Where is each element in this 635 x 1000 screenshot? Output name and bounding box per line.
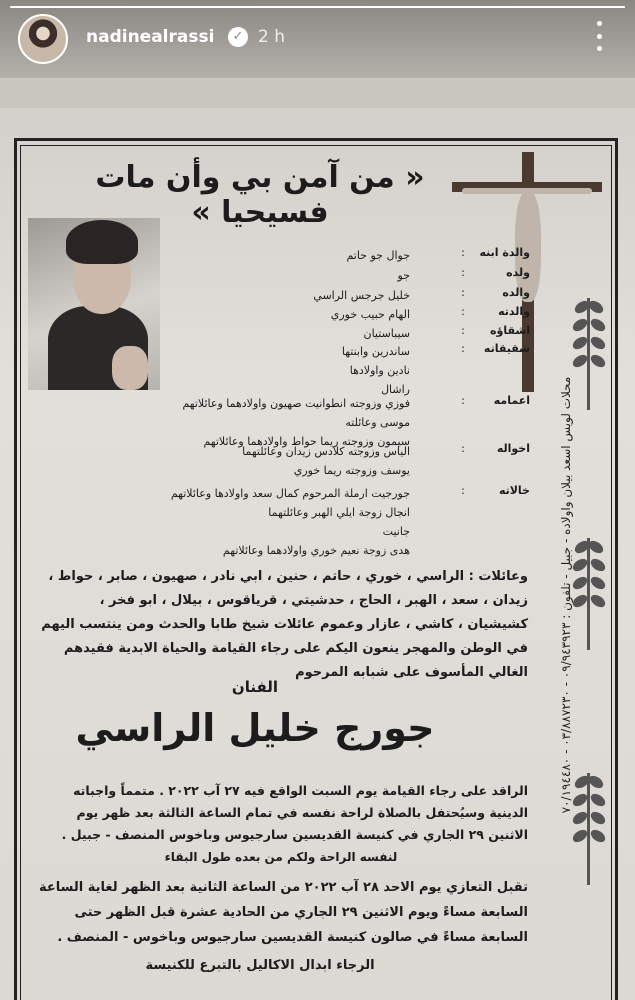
colon-separator: : bbox=[461, 442, 465, 455]
relative-row bbox=[140, 484, 530, 557]
more-options-icon[interactable] bbox=[593, 21, 605, 51]
relative-label: خالاته bbox=[498, 484, 530, 497]
relative-names: خليل جرجس الراسي bbox=[313, 289, 410, 302]
colon-separator: : bbox=[461, 484, 465, 497]
colon-separator: : bbox=[461, 305, 465, 318]
deceased-name: جورج خليل الراسي bbox=[75, 706, 435, 750]
story-progress-bar bbox=[10, 6, 625, 8]
donation-request: الرجاء ابدال الاكاليل بالتبرع للكنيسة bbox=[145, 958, 375, 973]
relative-label: شقيقاته bbox=[483, 342, 530, 355]
relative-names: جو bbox=[397, 269, 410, 282]
post-time: 2 h bbox=[258, 27, 285, 47]
notice-title: « من آمن بي وأن مات فسيحيا » bbox=[95, 160, 425, 230]
username[interactable]: nadinealrassi bbox=[86, 27, 215, 47]
avatar[interactable] bbox=[18, 14, 68, 64]
relative-row bbox=[140, 394, 530, 448]
relative-label: ولده bbox=[506, 266, 530, 279]
story-header bbox=[0, 0, 635, 78]
colon-separator: : bbox=[461, 286, 465, 299]
verified-badge-icon: ✓ bbox=[228, 27, 248, 47]
relative-row bbox=[140, 246, 530, 268]
colon-separator: : bbox=[461, 342, 465, 355]
relative-names: سيباستيان bbox=[363, 327, 410, 340]
colon-separator: : bbox=[461, 246, 465, 259]
condolence-details: تقبل التعازي يوم الاحد ٢٨ آب ٢٠٢٢ من الساعة الثانية بعد الظهر لغاية الساعة السابعة مساءً ويوم الاثنين ٢٩ الجاري من الحادية عشرة قبل الظهر حتى السابعة مساءً في صالون كنيسة القديسين سارجيوس وباخوس - المنصف . bbox=[38, 880, 528, 945]
relative-names: الياس وزوجته كلادس زيدان وعائلتهما يوسف وزوجته ريما خوري bbox=[242, 445, 410, 477]
relative-label: اشقاؤه bbox=[490, 324, 530, 337]
relative-names: جورجيت ارملة المرحوم كمال سعد واولادها وعائلاتهم انجال زوجة ايلي الهبر وعائلتهما جانيت هدى زوجة نعيم خوري واولادهما وعائلاتهم bbox=[170, 487, 410, 557]
colon-separator: : bbox=[461, 394, 465, 407]
relative-row bbox=[140, 266, 530, 288]
relative-label: اعمامه bbox=[493, 394, 530, 407]
relative-row bbox=[140, 442, 530, 477]
colon-separator: : bbox=[461, 324, 465, 337]
story-progress-fill bbox=[10, 6, 625, 8]
funeral-text: الراقد على رجاء القيامة يوم السبت الواقع فيه ٢٧ آب ٢٠٢٢ . متمماً واجباته الدينية وسيُحتفل بالصلاة لراحة نفسه في تمام الساعة الثالثة بعد ظهر يوم الاثنين ٢٩ الجاري في كنيسة القديسين سارجيوس وباخوس المنصف - جبيل . bbox=[61, 783, 528, 842]
relative-names: جوال جو حاتم bbox=[346, 249, 410, 262]
colon-separator: : bbox=[461, 266, 465, 279]
families-announcement: وعائلات : الراسي ، خوري ، حاتم ، حنين ، ابي نادر ، صهيون ، صابر ، حواط ، زيدان ، سعد ، الهبر ، الحاج ، حدشيتي ، قرياقوس ، بيلال ، ابو فخر ، كشيشيان ، كاشي ، عازار وعموم عائلات شيخ طابا والحدث ومن ينتسب اليهم في الوطن والمهجر ينعون اليكم على رجاء القيامة والحياة الابدية فقيدهم الغالي المأسوف على شبابه المرحوم bbox=[41, 569, 528, 680]
relative-names: ساندرين وابنتها نادين واولادها راشال bbox=[341, 345, 410, 396]
relative-label: والدة ابنه bbox=[479, 246, 530, 259]
funeral-home-side-text: محلات لويس اسعد بيلان واولاده - جبيل - تلفون : ٠٩/٩٤٣٩٢٣ - ٠٣/٨٨٧٢٣٠ - ٧٠/١٩٤٤٨٠ bbox=[559, 376, 573, 814]
relative-names: الهام حبيب خوري bbox=[330, 308, 410, 321]
relative-names: فوزي وزوجته انطوانيت صهيون واولادهما وعائلاتهم موسى وعائلته سيمون وزوجته ريما حواط واولادهما وعائلاتهم bbox=[182, 397, 410, 448]
rest-text: لنفسه الراحة ولكم من بعده طول البقاء bbox=[164, 850, 398, 864]
relative-label: اخواله bbox=[496, 442, 530, 455]
relative-row bbox=[140, 342, 530, 396]
relative-label: والده bbox=[502, 286, 530, 299]
artist-label: الفنان bbox=[231, 678, 279, 696]
funeral-details bbox=[34, 780, 528, 868]
relative-label: والدته bbox=[498, 305, 530, 318]
